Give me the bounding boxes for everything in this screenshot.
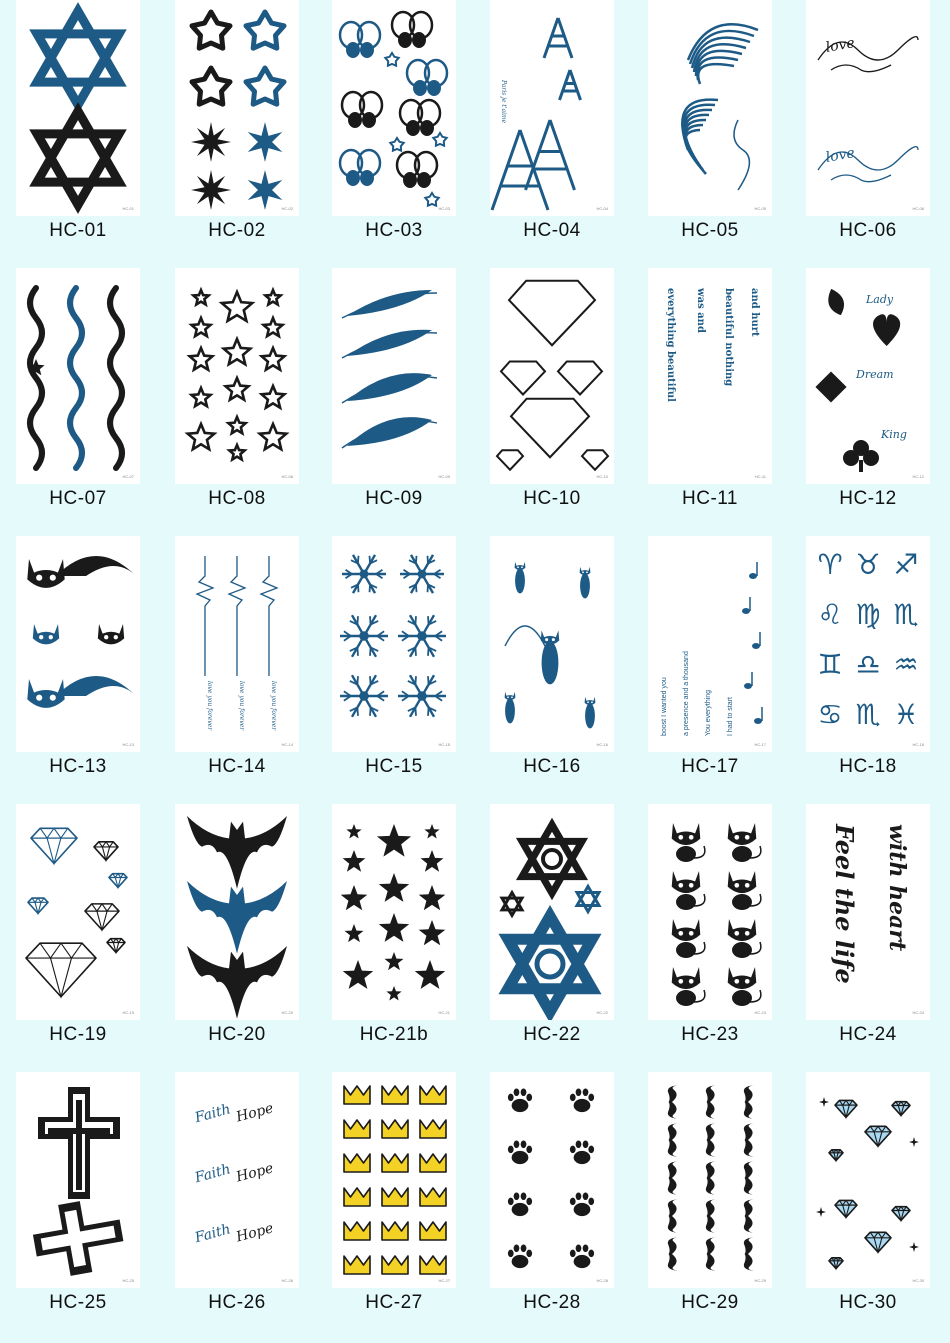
sheet-code: HC-10 xyxy=(596,474,608,479)
tattoo-sheet[interactable] xyxy=(16,0,140,216)
tattoo-sheet[interactable] xyxy=(648,804,772,1020)
script-lettering-image xyxy=(175,1072,299,1288)
sheet-code: HC-26 xyxy=(281,1278,293,1283)
angel-wings-image xyxy=(648,0,772,216)
sheet-code: HC-02 xyxy=(281,206,293,211)
item-label: HC-02 xyxy=(208,220,266,241)
sheet-code: HC-14 xyxy=(281,742,293,747)
svg-text:Faith: Faith xyxy=(193,1161,233,1187)
item-label: HC-22 xyxy=(523,1024,581,1045)
tattoo-sheet[interactable] xyxy=(175,0,299,216)
sheet-code: HC-05 xyxy=(754,206,766,211)
sheet-code: HC-07 xyxy=(122,474,134,479)
sheet-code: HC-23 xyxy=(754,1010,766,1015)
svg-text:♏: ♏ xyxy=(855,698,881,731)
svg-text:♊: ♊ xyxy=(817,648,843,681)
superman-shields-image xyxy=(490,268,614,484)
tattoo-sheet[interactable] xyxy=(648,0,772,216)
sheet-code: HC-25 xyxy=(122,1278,134,1283)
gothic-text-image xyxy=(648,268,772,484)
sheet-code: HC-22 xyxy=(596,1010,608,1015)
eiffel-towers-image xyxy=(490,0,614,216)
item-label: HC-14 xyxy=(208,756,266,777)
svg-text:♈: ♈ xyxy=(817,548,843,581)
item-label: HC-09 xyxy=(365,488,423,509)
tattoo-sheet[interactable] xyxy=(332,268,456,484)
feathers-image xyxy=(332,268,456,484)
paw-prints-image xyxy=(490,1072,614,1288)
tattoo-sheet[interactable] xyxy=(490,536,614,752)
item-label: HC-01 xyxy=(49,220,107,241)
svg-text:You everything: You everything xyxy=(705,689,712,736)
sheet-code: HC-28 xyxy=(596,1278,608,1283)
item-label: HC-20 xyxy=(208,1024,266,1045)
item-label: HC-17 xyxy=(681,756,739,777)
item-label: HC-08 xyxy=(208,488,266,509)
svg-text:Faith: Faith xyxy=(193,1101,233,1127)
item-label: HC-05 xyxy=(681,220,739,241)
sheet-code: HC-11 xyxy=(754,474,766,479)
star-of-david-swirl-image xyxy=(490,804,614,1020)
sheet-code: HC-08 xyxy=(281,474,293,479)
tattoo-sheet[interactable] xyxy=(16,1072,140,1288)
svg-text:was and: was and xyxy=(695,288,706,333)
tattoo-sheet[interactable] xyxy=(648,1072,772,1288)
sheet-code: HC-17 xyxy=(754,742,766,747)
item-label: HC-24 xyxy=(839,1024,897,1045)
sheet-code: HC-04 xyxy=(596,206,608,211)
svg-text:love you forever: love you forever xyxy=(270,681,277,731)
snowflakes-image xyxy=(332,536,456,752)
crosses-image xyxy=(16,1072,140,1288)
gems-sparkles-image xyxy=(806,1072,930,1288)
tattoo-sheet[interactable] xyxy=(648,268,772,484)
calligraphy-image xyxy=(806,804,930,1020)
tattoo-sheet[interactable] xyxy=(806,536,930,752)
sheet-code: HC-27 xyxy=(438,1278,450,1283)
svg-text:I had to start: I had to start xyxy=(727,697,734,736)
tribal-bands-image xyxy=(16,268,140,484)
svg-text:Dream: Dream xyxy=(856,368,894,381)
sheet-code: HC-09 xyxy=(438,474,450,479)
svg-text:Feel the life: Feel the life xyxy=(830,824,859,984)
svg-text:♋: ♋ xyxy=(817,698,843,731)
sheet-code: HC-21 xyxy=(438,1010,450,1015)
tattoo-sheet[interactable] xyxy=(175,1072,299,1288)
tattoo-sheet[interactable] xyxy=(332,536,456,752)
crowns-image xyxy=(332,1072,456,1288)
svg-text:Hope: Hope xyxy=(234,1220,276,1246)
tattoo-sheet[interactable] xyxy=(16,536,140,752)
item-label: HC-19 xyxy=(49,1024,107,1045)
item-label: HC-07 xyxy=(49,488,107,509)
svg-text:♓: ♓ xyxy=(893,698,919,731)
item-label: HC-27 xyxy=(365,1292,423,1313)
item-label: HC-26 xyxy=(208,1292,266,1313)
item-label: HC-12 xyxy=(839,488,897,509)
svg-text:love you forever: love you forever xyxy=(206,681,213,731)
tattoo-sheet[interactable] xyxy=(490,804,614,1020)
item-label: HC-04 xyxy=(523,220,581,241)
item-label: HC-06 xyxy=(839,220,897,241)
item-label: HC-13 xyxy=(49,756,107,777)
svg-text:with heart: with heart xyxy=(884,824,910,952)
svg-text:♉: ♉ xyxy=(855,548,881,581)
flower-shapes-image xyxy=(175,0,299,216)
black-cats-image xyxy=(648,804,772,1020)
svg-text:♏: ♏ xyxy=(893,598,919,631)
tattoo-sheet[interactable] xyxy=(490,0,614,216)
sheet-code: HC-18 xyxy=(912,742,924,747)
music-notes-text-image xyxy=(648,536,772,752)
svg-text:King: King xyxy=(881,428,907,441)
card-suits-image xyxy=(806,268,930,484)
sitting-cats-image xyxy=(490,536,614,752)
hexagram-stars-image xyxy=(16,0,140,216)
sheet-code: HC-12 xyxy=(912,474,924,479)
item-label: HC-15 xyxy=(365,756,423,777)
tattoo-sheet[interactable] xyxy=(16,804,140,1020)
svg-text:love: love xyxy=(824,145,856,166)
tattoo-sheet[interactable] xyxy=(175,536,299,752)
item-label: HC-29 xyxy=(681,1292,739,1313)
solid-stars-image xyxy=(332,804,456,1020)
item-label: HC-03 xyxy=(365,220,423,241)
svg-text:and hurt: and hurt xyxy=(749,288,760,337)
svg-text:♒: ♒ xyxy=(893,648,919,681)
sheet-code: HC-03 xyxy=(438,206,450,211)
svg-text:Paris je t'aime: Paris je t'aime xyxy=(500,80,507,124)
bats-image xyxy=(175,804,299,1020)
tattoo-sheet[interactable] xyxy=(16,268,140,484)
sheet-code: HC-16 xyxy=(596,742,608,747)
svg-text:love: love xyxy=(824,35,856,56)
sheet-code: HC-19 xyxy=(122,1010,134,1015)
mustaches-image xyxy=(648,1072,772,1288)
zodiac-signs-image xyxy=(806,536,930,752)
item-label: HC-25 xyxy=(49,1292,107,1313)
svg-text:Hope: Hope xyxy=(234,1160,276,1186)
item-label: HC-21b xyxy=(359,1024,429,1045)
item-label: HC-11 xyxy=(682,488,738,509)
svg-text:♍: ♍ xyxy=(855,598,881,631)
svg-text:beautiful nothing: beautiful nothing xyxy=(723,288,734,387)
svg-text:boost I wanted you: boost I wanted you xyxy=(661,677,668,736)
butterflies-flowers-image xyxy=(332,0,456,216)
item-label: HC-23 xyxy=(681,1024,739,1045)
heartbeat-lines-image xyxy=(175,536,299,752)
svg-text:Faith: Faith xyxy=(193,1221,233,1247)
tattoo-sheet[interactable] xyxy=(332,0,456,216)
svg-text:a presence and a thousand: a presence and a thousand xyxy=(683,651,690,736)
sheet-code: HC-13 xyxy=(122,742,134,747)
svg-text:Lady: Lady xyxy=(866,293,894,306)
item-label: HC-18 xyxy=(839,756,897,777)
item-label: HC-30 xyxy=(839,1292,897,1313)
sheet-code: HC-29 xyxy=(754,1278,766,1283)
svg-text:♎: ♎ xyxy=(855,648,881,681)
sheet-code: HC-24 xyxy=(912,1010,924,1015)
svg-text:love you forever: love you forever xyxy=(238,681,245,731)
cats-swirl-image xyxy=(16,536,140,752)
script-words-image xyxy=(806,0,930,216)
tattoo-sheet[interactable] xyxy=(806,0,930,216)
svg-text:Hope: Hope xyxy=(234,1100,276,1126)
item-label: HC-28 xyxy=(523,1292,581,1313)
tattoo-sheet[interactable] xyxy=(332,804,456,1020)
sheet-code: HC-01 xyxy=(122,206,134,211)
tattoo-sheet[interactable] xyxy=(806,268,930,484)
sheet-code: HC-20 xyxy=(281,1010,293,1015)
tattoo-sheet[interactable] xyxy=(175,804,299,1020)
sheet-code: HC-15 xyxy=(438,742,450,747)
tattoo-sheet[interactable] xyxy=(175,268,299,484)
tattoo-sheet[interactable] xyxy=(806,804,930,1020)
tattoo-sheet[interactable] xyxy=(806,1072,930,1288)
tattoo-sheet[interactable] xyxy=(490,1072,614,1288)
sheet-code: HC-30 xyxy=(912,1278,924,1283)
diamonds-image xyxy=(16,804,140,1020)
tattoo-sheet[interactable] xyxy=(490,268,614,484)
item-label: HC-10 xyxy=(523,488,581,509)
outline-stars-image xyxy=(175,268,299,484)
item-label: HC-16 xyxy=(523,756,581,777)
tattoo-sheet[interactable] xyxy=(648,536,772,752)
svg-text:everything beautiful: everything beautiful xyxy=(665,288,676,402)
sheet-code: HC-06 xyxy=(912,206,924,211)
svg-text:♐: ♐ xyxy=(893,548,919,581)
svg-text:♌: ♌ xyxy=(817,598,843,631)
tattoo-sheet[interactable] xyxy=(332,1072,456,1288)
